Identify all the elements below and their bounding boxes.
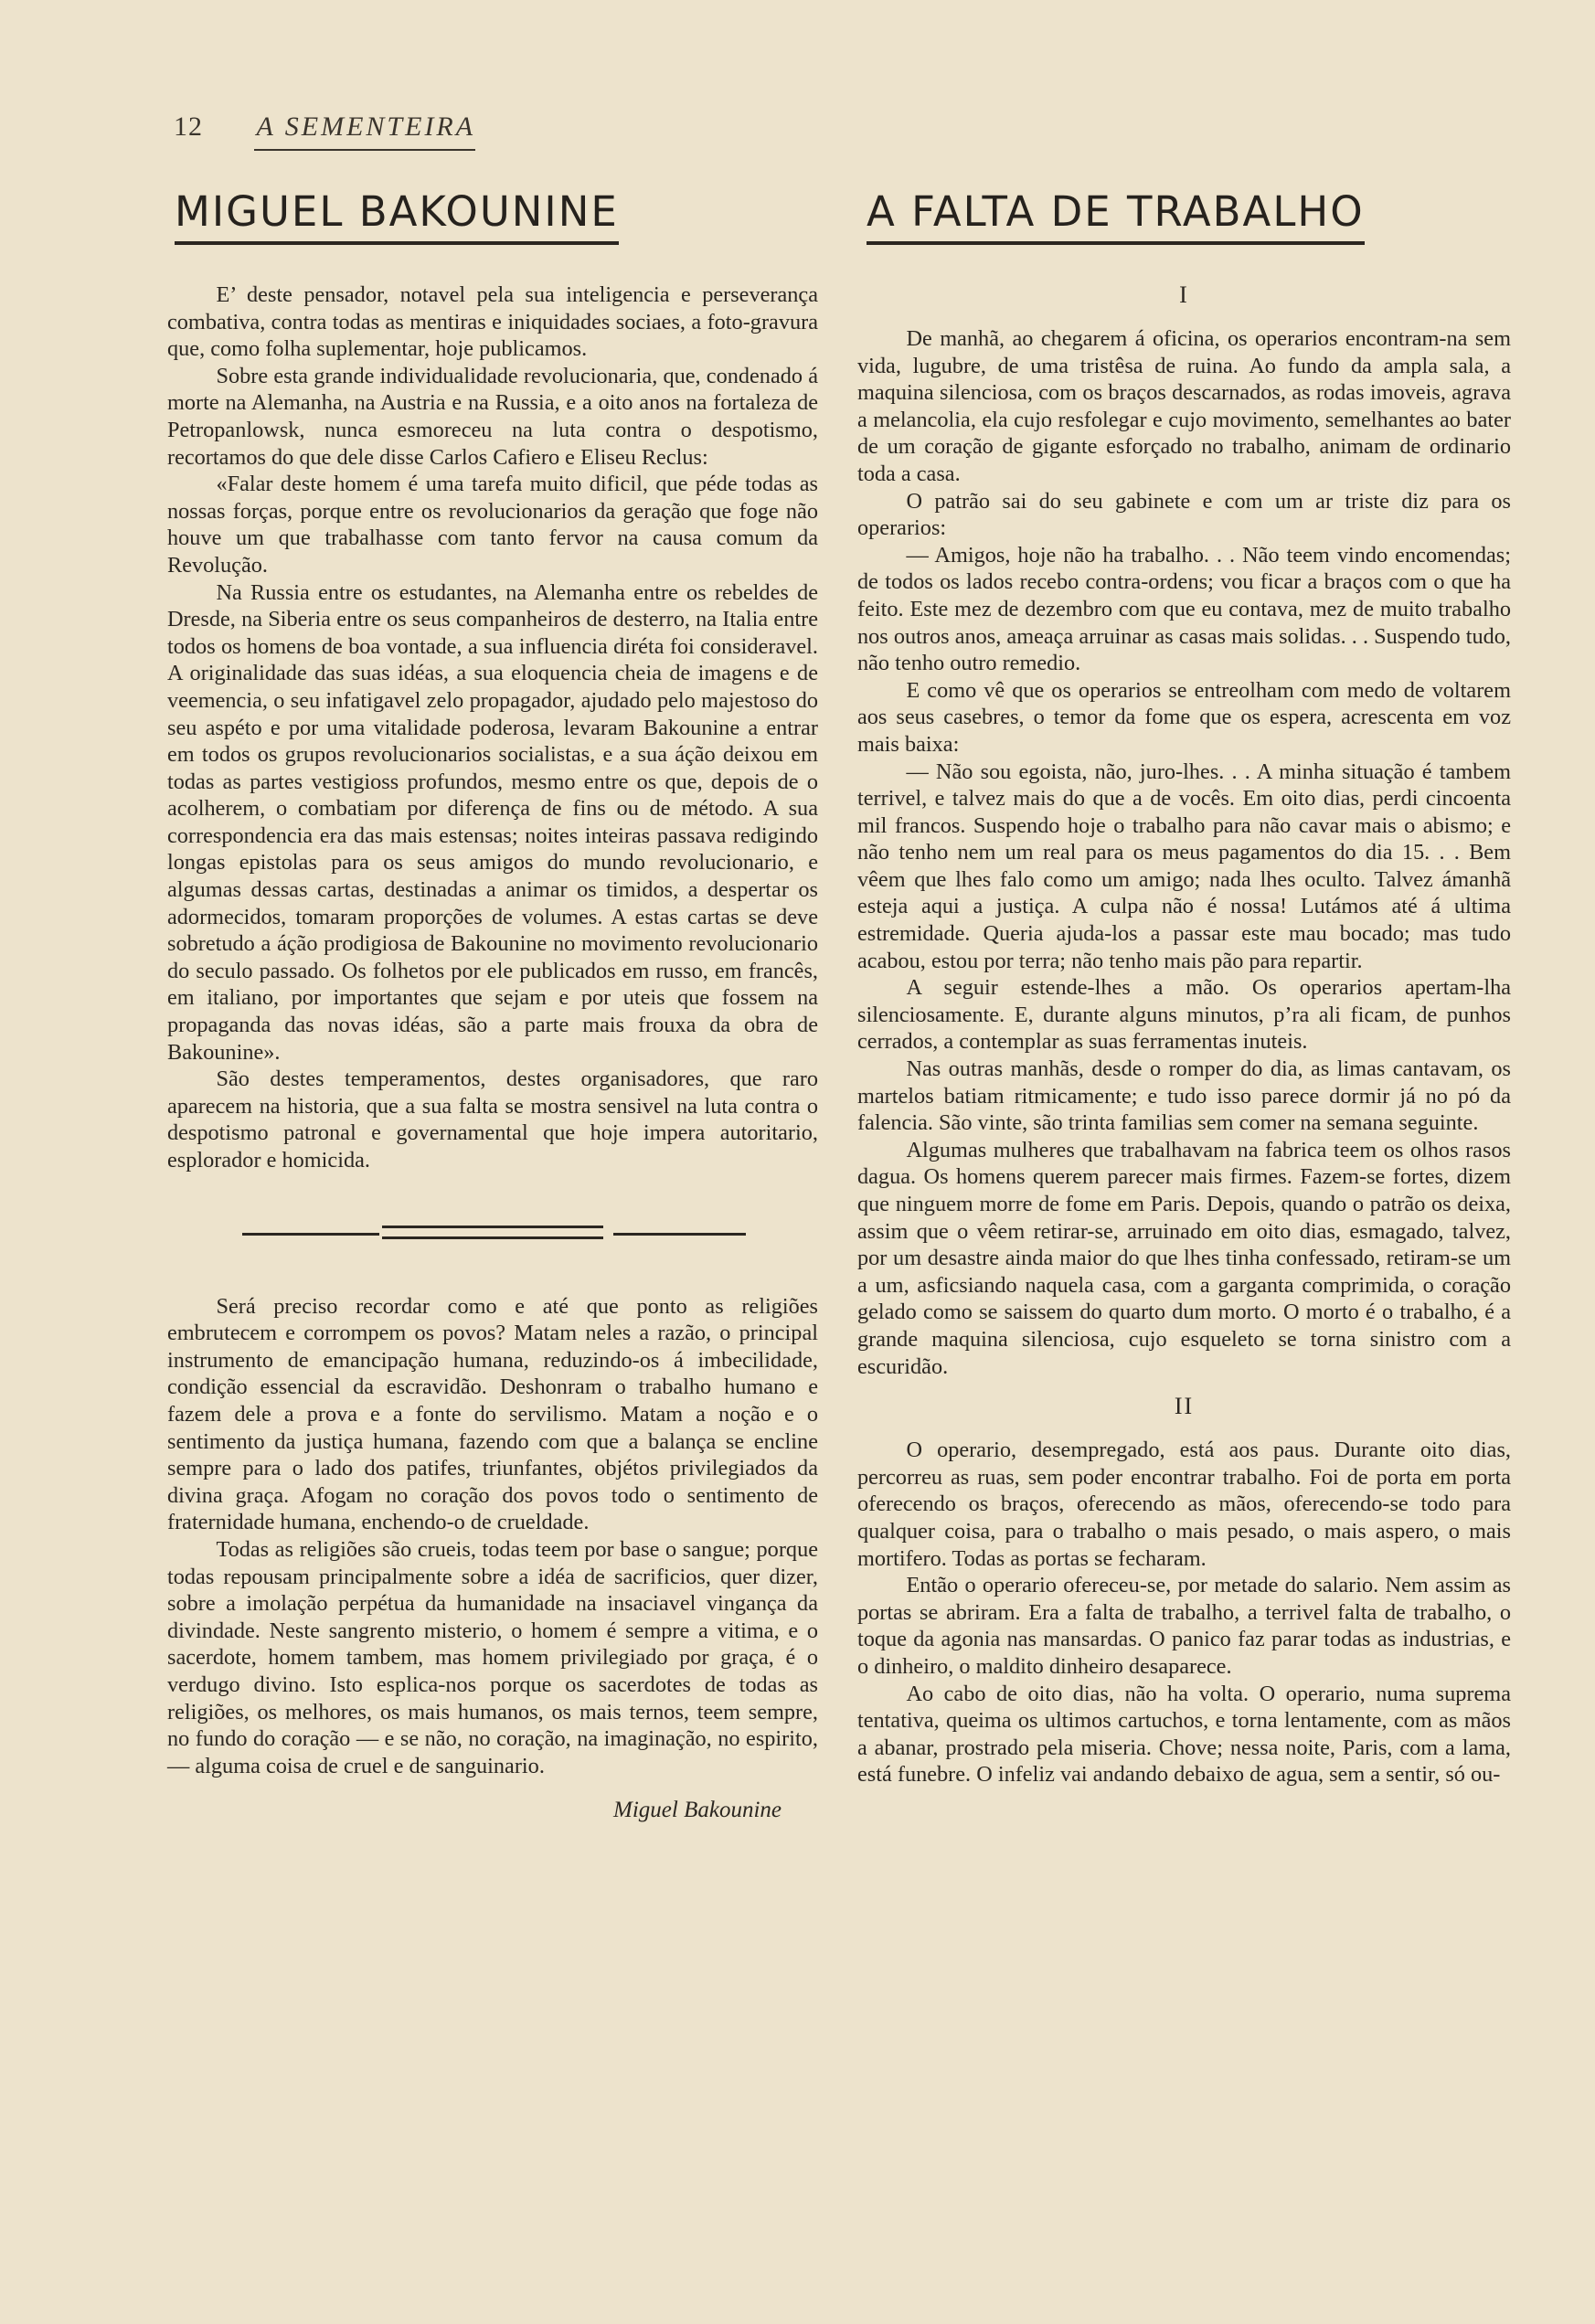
author-signature: Miguel Bakounine [613,1798,782,1823]
page-header [174,111,475,143]
article-title-falta-de-trabalho: A FALTA DE TRABALHO [867,187,1365,245]
divider-rule [382,1226,603,1228]
divider-rule [613,1233,746,1236]
article-title-bakounine: MIGUEL BAKOUNINE [175,187,619,245]
divider-rule [242,1233,379,1236]
paragraph: Nas outras manhãs, desde o romper do dia, as limas cantavam, os martelos batiam ritmicamente; e tudo isso parece dormir já no pó da falencia. São vinte, são trinta familias sem comer na semana seguinte. [857,1056,1511,1136]
paragraph: Todas as religiões são crueis, todas teem por base o sangue; porque todas repousam principalmente sobre a idéa de sacrificios, quer dizer, sobre a imolação perpétua da humanidade na insaciavel vingança da divindade. Neste sangrento misterio, o homem é sempre a vitima, e o sacerdote, homem tambem, mas homem privilegiado por graça, é o verdugo divino. Isto esplica-nos porque os sacerdotes de todas as religiões, os melhores, os mais humanos, os mais ternos, teem sempre, no fundo do coração — e se não, no coração, na imaginação, no espirito, — alguma coisa de cruel e de sanguinario. [167,1536,818,1778]
magazine-title: A SEMENTEIRA [256,111,476,142]
paragraph: — Não sou egoista, não, juro-lhes. . . A minha situação é tambem terrivel, e talvez mais do que a de vocês. Em oito dias, perdi cincoenta mil francos. Suspendo hoje o trabalho para não cavar mais o abismo; e não tenho nem um real para os meus pagamentos do dia 15. . . Bem vêem que lhes falo como um amigo; nada lhes oculto. Talvez ámanhã esteja aqui a justiça. A culpa não é nossa! Lutámos até á ultima estremidade. Queria ajuda-los a passar este mau bocado; mas tudo acabou, estou por terra; não tenho mais pão para repartir. [857,759,1511,973]
paragraph: Então o operario ofereceu-se, por metade do salario. Nem assim as portas se abriram. Era a falta de trabalho, a terrivel falta de trabalho, o toque da agonia nas mansardas. O panico faz parar todas as industrias, e o dinheiro, o maldito dinheiro desaparece. [857,1573,1511,1679]
paragraph: — Amigos, hoje não ha trabalho. . . Não teem vindo encomendas; de todos os lados recebo contra-ordens; vou ficar a braços com o que ha feito. Este mez de dezembro com que eu contava, mez de muito trabalho nos outros anos, ameaça arruinar as casas mais solidas. . . Suspendo tudo, não tenho outro remedio. [857,542,1511,676]
paragraph: O patrão sai do seu gabinete e com um ar triste diz para os operarios: [857,488,1511,541]
paragraph: E como vê que os operarios se entreolham com medo de voltarem aos seus casebres, o temor da fome que os espera, acrescenta em voz mais baixa: [857,677,1511,757]
paragraph: E’ deste pensador, notavel pela sua inteligencia e perseverança combativa, contra todas as mentiras e iniquidades sociaes, a foto-gravura que, como folha suplementar, hoje publicamos. [167,282,818,362]
paragraph: Será preciso recordar como e até que ponto as religiões embrutecem e corrompem os povos? Matam neles a razão, o principal instrumento de emancipação humana, reduzindo-os á imbecilidade, condição essencial da escravidão. Deshonram o trabalho humano e fazem dele a prova e a fonte do servilismo. Matam a noção e o sentimento da justiça humana, fazendo com que a balança se encline sempre para o lado dos patifes, triunfantes, objétos privilegiados da divina graça. Afogam no coração dos povos todo o sentimento de fraternidade humana, enchendo-o de crueldade. [167,1293,818,1535]
divider-rule [382,1236,603,1239]
left-column [167,187,818,1823]
section-divider [167,1218,818,1255]
section-number: I [1179,281,1189,308]
paragraph: Na Russia entre os estudantes, na Alemanha entre os rebeldes de Dresde, na Siberia entre os seus companheiros de desterro, na Italia entre todos os homens de boa vontade, a sua influencia diréta foi consideravel. A originalidade das suas idéas, a sua eloquencia cheia de imagens e de veemencia, o seu infatigavel zelo propagador, ajudado pelo majestoso do seu aspéto e por uma vitalidade poderosa, levaram Bakounine a entrar em todos os grupos revolucionarios socialistas, e a sua áção deixou em todas as partes vestigioss profundos, mesmo entre os que, depois de o acolherem, o combatiam por diferença de fins ou de método. A sua correspondencia era das mais estensas; noites inteiras passava redigindo longas epistolas para os seus amigos do mundo revolucionario, e algumas dessas cartas, destinadas a animar os timidos, a despertar os adormecidos, tomaram proporções de volumes. A estas cartas se deve sobretudo a áção prodigiosa de Bakounine no movimento revolucionario do seculo passado. Os folhetos por ele publicados em russo, em francês, em italiano, por importantes que sejam e por uteis que fossem na propaganda das novas idéas, são a parte mais frouxa da obra de Bakounine». [167,579,818,1065]
bakounine-article-body [167,281,818,1823]
paragraph: Sobre esta grande individualidade revolucionaria, que, condenado á morte na Alemanha, na Austria e na Russia, e a oito anos na fortaleza de Petropanlowsk, nunca esmoreceu na luta contra o despotismo, recortamos do que dele disse Carlos Cafiero e Eliseu Reclus: [167,363,818,470]
paragraph: Ao cabo de oito dias, não ha volta. O operario, numa suprema tentativa, queima os ultimos cartuchos, e torna lentamente, com as mãos a abanar, prostrado pela miseria. Chove; nessa noite, Paris, com a lama, está funebre. O infeliz vai andando debaixo de agua, sem a sentir, só ou- [857,1681,1511,1788]
paragraph: São destes temperamentos, destes organisadores, que raro aparecem na historia, que a sua falta se mostra sensivel na luta contra o despotismo patronal e governamental que hoje impera autoritario, esplorador e homicida. [167,1066,818,1173]
header-underline [254,149,475,151]
paragraph: «Falar deste homem é uma tarefa muito dificil, que péde todas as nossas forças, porque entre os revolucionarios da geração que foge não houve um que trabalhasse com tanto fervor na causa comum da Revolução. [167,472,818,578]
right-column [857,187,1511,1788]
section-number: II [1174,1393,1195,1420]
paragraph: A seguir estende-lhes a mão. Os operarios apertam-lha silenciosamente. E, durante alguns minutos, p’ra ali ficam, de punhos cerrados, a contemplar as suas ferramentas inuteis. [857,975,1511,1055]
page-number: 12 [174,111,203,142]
paragraph: O operario, desempregado, está aos paus. Durante oito dias, percorreu as ruas, sem poder encontrar trabalho. Foi de porta em porta oferecendo os braços, oferecendo as mãos, oferecendo-se todo para qualquer coisa, para o trabalho o mais pesado, o mais aspero, o mais mortifero. Todas as portas se fecharam. [857,1438,1511,1571]
paragraph: Algumas mulheres que trabalhavam na fabrica teem os olhos rasos dagua. Os homens querem parecer mais firmes. Fazem-se fortes, dizem que ninguem morre de fome em Paris. Depois, quando o patrão os deixa, assim que o vêem retirar-se, arruinado em oito dias, esmagado, talvez, por um desastre ainda maior do que lhes tinha confessado, retiram-se um a um, asficsiando naquela casa, com a garganta comprimida, o coração gelado como se saissem do quarto dum morto. O morto é o trabalho, é a grande maquina silenciosa, cujo esqueleto se torna sinistro com a escuridão. [857,1137,1511,1379]
trabalho-article-body [857,281,1511,1788]
paragraph: De manhã, ao chegarem á oficina, os operarios encontram-na sem vida, lugubre, de uma tristêsa de ruina. Ao fundo da ampla sala, a maquina silenciosa, com os braços descarnados, as rodas imoveis, agrava a melancolia, ela cujo resfolegar e cujo movimento, semelhantes ao bater de um coração de gigante esforçado no trabalho, animam de ordinario toda a casa. [857,326,1511,486]
